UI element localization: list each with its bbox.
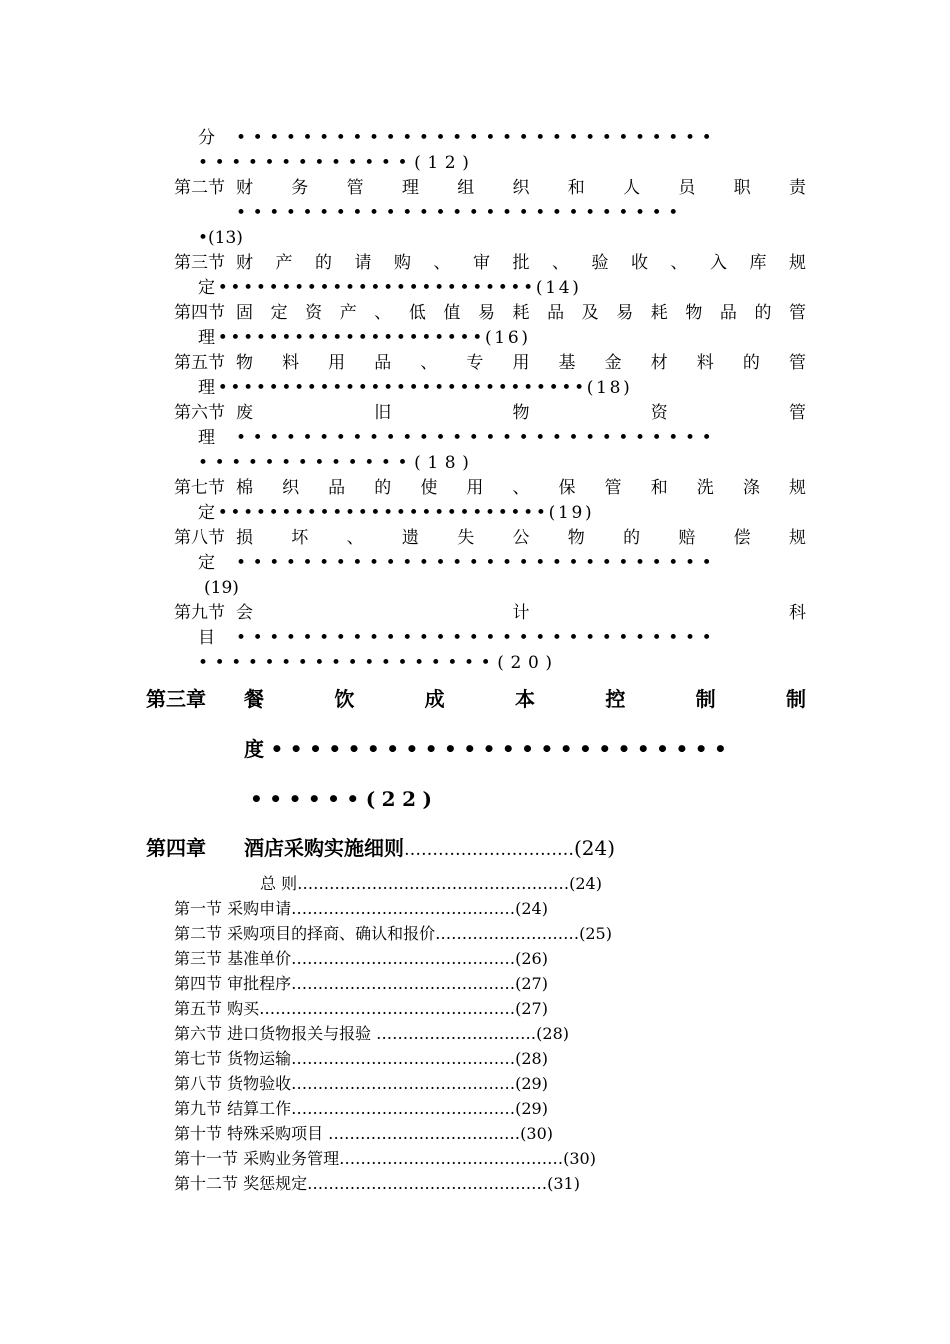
title-char: 入 [710, 253, 727, 273]
toc-continuation-char: 理 [198, 428, 215, 448]
toc-section-title [236, 476, 806, 500]
title-char: 、 [346, 528, 364, 548]
title-char: 及 [581, 303, 599, 323]
toc-continuation: 理•••••••••••••••••••••(16) [198, 328, 531, 348]
title-char: 批 [512, 253, 530, 273]
title-char: 坏 [291, 528, 309, 548]
toc-section-number: 第二节 [174, 178, 225, 198]
title-char: 织 [512, 178, 530, 198]
toc-continuation-char: 目 [198, 628, 215, 648]
title-char: 产 [339, 303, 357, 323]
title-char: 本 [514, 687, 535, 711]
title-char: 旧 [374, 403, 392, 423]
title-char: 资 [305, 303, 323, 323]
title-char: 规 [788, 528, 806, 548]
title-char: 易 [477, 303, 495, 323]
title-char: 管 [346, 178, 364, 198]
toc-section-title [236, 351, 806, 375]
title-char: 物 [236, 353, 253, 373]
title-char: 基 [558, 353, 576, 373]
title-char: 料 [696, 353, 714, 373]
title-char: 的 [623, 528, 641, 548]
chapter-title: 酒店采购实施细则…………………………(24) [244, 836, 616, 860]
title-char: 、 [670, 253, 688, 273]
title-char: 的 [315, 253, 332, 273]
title-char: 的 [754, 303, 772, 323]
toc-item: 第五节 购买…………………………………………(27) [174, 999, 548, 1018]
title-char: 料 [282, 353, 300, 373]
title-char: 损 [236, 528, 253, 548]
toc-continuation: 理•••••••••••••••••••••••••••••(18) [198, 378, 633, 398]
toc-leader-dots: ••••••••••••••••••••••••••• [236, 203, 685, 223]
toc-item: 第七节 货物运输……………………………………(28) [174, 1049, 548, 1068]
title-char: 规 [788, 478, 806, 498]
title-char: 责 [788, 178, 806, 198]
toc-section-number: 第七节 [174, 478, 225, 498]
title-char: 公 [512, 528, 530, 548]
toc-item: 第三节 基准单价……………………………………(26) [174, 949, 548, 968]
toc-item: 第十节 特殊采购项目 ………………………………(30) [174, 1124, 554, 1143]
title-char: 物 [685, 303, 703, 323]
title-char: 用 [328, 353, 346, 373]
title-char: 耗 [650, 303, 668, 323]
toc-section-title [236, 601, 806, 625]
title-char: 赔 [678, 528, 696, 548]
title-char: 、 [512, 478, 530, 498]
title-char: 、 [433, 253, 451, 273]
title-char: 收 [631, 253, 648, 273]
title-char: 值 [443, 303, 461, 323]
title-char: 的 [742, 353, 760, 373]
toc-section-number: 第四节 [174, 303, 225, 323]
toc-leader-dots: ••••••••••••••••••••••••••••• [236, 553, 719, 573]
title-char: 请 [354, 253, 372, 273]
chapter-label: 第四章 [146, 836, 206, 860]
title-char: 偿 [733, 528, 751, 548]
title-char: 制 [785, 687, 806, 711]
title-char: 管 [789, 403, 806, 423]
toc-continuation-char: 定 [198, 553, 215, 573]
title-char: 废 [236, 403, 253, 423]
title-char: 用 [512, 353, 530, 373]
title-char: 低 [408, 303, 426, 323]
title-char: 织 [282, 478, 300, 498]
toc-item: 第二节 采购项目的择商、确认和报价………………………(25) [174, 924, 612, 943]
title-char: 品 [547, 303, 565, 323]
title-char: 制 [695, 687, 716, 711]
title-char: 规 [789, 253, 806, 273]
title-char: 棉 [236, 478, 253, 498]
toc-section-title [236, 251, 806, 275]
title-char: 使 [420, 478, 438, 498]
title-char: 人 [623, 178, 641, 198]
title-char: 管 [604, 478, 622, 498]
toc-fragment-dots: ••••••••••••••••••••••••••••• [236, 128, 719, 148]
title-char: 控 [605, 687, 626, 711]
title-char: 定 [270, 303, 288, 323]
chapter-page-ref: ••••••(22) [250, 787, 439, 811]
title-char: 固 [236, 303, 253, 323]
title-char: 审 [473, 253, 490, 273]
toc-section-number: 第九节 [174, 603, 225, 623]
toc-page-ref: •••••••••••••(18) [198, 453, 476, 473]
toc-section-title [236, 526, 806, 550]
toc-leader-dots: ••••••••••••••••••••••••••••• [236, 428, 719, 448]
toc-section-number: 第五节 [174, 353, 225, 373]
title-char: 品 [719, 303, 737, 323]
toc-continuation: 定•••••••••••••••••••••••••(14) [198, 278, 582, 298]
title-char: 保 [558, 478, 576, 498]
title-char: 、 [552, 253, 569, 273]
title-char: 库 [749, 253, 767, 273]
toc-leader-dots: ••••••••••••••••••••••••••••• [236, 628, 719, 648]
title-char: 失 [457, 528, 475, 548]
title-char: 品 [374, 353, 392, 373]
toc-section-title [236, 176, 806, 200]
toc-continuation: 定••••••••••••••••••••••••••(19) [198, 503, 595, 523]
toc-item: 总 则……………………………………………(24) [260, 874, 602, 893]
title-char: 购 [394, 253, 411, 273]
title-char: 管 [788, 353, 806, 373]
chapter-label: 第三章 [146, 687, 206, 711]
title-char: 科 [789, 603, 806, 623]
title-char: 成 [424, 687, 445, 711]
title-char: 组 [457, 178, 475, 198]
title-char: 管 [789, 303, 806, 323]
toc-section-number: 第六节 [174, 403, 225, 423]
toc-item: 第八节 货物验收……………………………………(29) [174, 1074, 548, 1093]
title-char: 材 [650, 353, 668, 373]
toc-item: 第十一节 采购业务管理……………………………………(30) [174, 1149, 596, 1168]
title-char: 涤 [742, 478, 760, 498]
title-char: 耗 [512, 303, 530, 323]
toc-page-ref: ••••••••••••••••••(20) [198, 653, 559, 673]
title-char: 易 [616, 303, 634, 323]
toc-page-ref: •(13) [198, 228, 243, 248]
title-char: 洗 [696, 478, 714, 498]
title-char: 金 [604, 353, 622, 373]
toc-page-ref: (19) [204, 578, 239, 598]
title-char: 资 [650, 403, 668, 423]
toc-item: 第九节 结算工作……………………………………(29) [174, 1099, 548, 1118]
chapter-continuation: 度•••••••••••••••••••••••• [244, 737, 734, 761]
title-char: 务 [291, 178, 309, 198]
toc-fragment-line-2: •••••••••••••(12) [198, 153, 476, 173]
title-char: 员 [678, 178, 696, 198]
title-char: 的 [374, 478, 392, 498]
title-char: 物 [512, 403, 530, 423]
title-char: 职 [733, 178, 751, 198]
title-char: 和 [650, 478, 668, 498]
title-char: 用 [466, 478, 484, 498]
title-char: 和 [567, 178, 585, 198]
title-char: 验 [591, 253, 609, 273]
title-char: 财 [236, 253, 253, 273]
title-char: 理 [401, 178, 419, 198]
title-char: 、 [374, 303, 392, 323]
title-char: 财 [236, 178, 253, 198]
title-char: 专 [466, 353, 484, 373]
title-char: 餐 [244, 687, 264, 711]
title-char: 产 [275, 253, 293, 273]
toc-item: 第十二节 奖惩规定………………………………………(31) [174, 1174, 580, 1193]
toc-item: 第一节 采购申请……………………………………(24) [174, 899, 548, 918]
title-char: 饮 [334, 687, 355, 711]
chapter-title [244, 684, 806, 714]
toc-item: 第六节 进口货物报关与报验 …………………………(28) [174, 1024, 570, 1043]
toc-section-number: 第八节 [174, 528, 225, 548]
title-char: 遗 [401, 528, 419, 548]
title-char: 、 [420, 353, 438, 373]
title-char: 物 [567, 528, 585, 548]
toc-item: 第四节 审批程序……………………………………(27) [174, 974, 548, 993]
title-char: 会 [236, 603, 253, 623]
toc-section-title [236, 401, 806, 425]
toc-section-title [236, 301, 806, 325]
toc-section-number: 第三节 [174, 253, 225, 273]
toc-fragment-line-1: 分 [198, 128, 215, 148]
title-char: 计 [512, 603, 530, 623]
title-char: 品 [328, 478, 346, 498]
